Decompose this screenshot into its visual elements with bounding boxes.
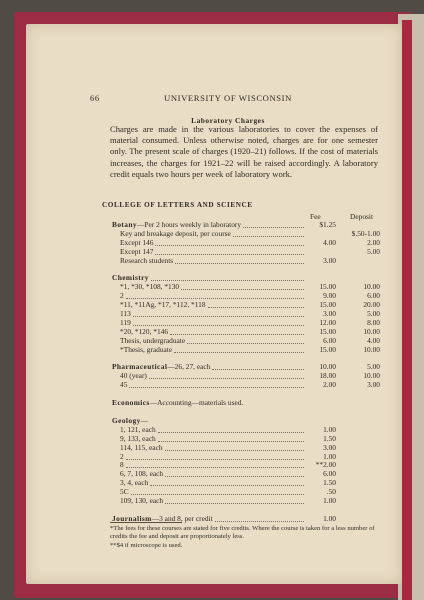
row-spacer xyxy=(112,265,378,274)
dot-leader xyxy=(215,515,304,522)
dot-leader xyxy=(155,239,304,246)
fee-column-header: Fee xyxy=(310,212,321,221)
course-label: 3, 4, each xyxy=(120,478,149,488)
dot-leader xyxy=(126,461,304,468)
dot-leader xyxy=(158,426,304,433)
back-cover-edge xyxy=(402,20,412,600)
dot-leader xyxy=(151,274,304,281)
course-label: 2 xyxy=(120,291,124,301)
department-label xyxy=(112,399,243,408)
charge-row xyxy=(112,470,378,479)
charge-group-row xyxy=(112,363,378,372)
course-label: Thesis, undergraduate xyxy=(120,335,186,345)
course-label: *1, *30, *108, *130 xyxy=(120,282,180,292)
fee-value: .50 xyxy=(326,487,336,497)
college-heading: COLLEGE OF LETTERS AND SCIENCE xyxy=(102,201,253,209)
course-label: Key and breakage deposit, per course xyxy=(120,228,231,238)
department-description: —Accounting—materials used. xyxy=(149,398,244,408)
dot-leader xyxy=(150,479,304,486)
fee-value: 1.50 xyxy=(323,478,336,488)
course-label: Except 146 xyxy=(120,237,154,247)
deposit-value: 5.00 xyxy=(367,309,380,319)
dot-leader xyxy=(149,372,304,379)
fee-value: 15.00 xyxy=(319,300,336,310)
department-name: Geology xyxy=(112,416,141,426)
dot-leader xyxy=(212,363,304,370)
deposit-value: 20.00 xyxy=(363,300,380,310)
footnote-1: *The fees for these courses are stated for five credits. Where the course is taken for a less number of credits the fee and deposit are proportionately less. xyxy=(110,525,375,540)
charge-row xyxy=(112,283,378,292)
fee-value: 10.00 xyxy=(319,362,336,372)
course-label: 8 xyxy=(120,460,124,470)
dot-leader xyxy=(158,435,304,442)
fee-value: 1.00 xyxy=(323,513,336,523)
deposit-value: $.50-1.00 xyxy=(351,228,380,238)
charge-row xyxy=(112,310,378,319)
department-description: —26, 27, each xyxy=(167,362,211,372)
department-description: —Per 2 hours weekly in laboratory xyxy=(137,220,242,229)
charge-row xyxy=(112,453,378,462)
dot-leader xyxy=(233,230,304,237)
deposit-value: 5.00 xyxy=(367,362,380,372)
fee-value: 6.00 xyxy=(323,335,336,345)
fee-value: 3.00 xyxy=(323,442,336,452)
dot-leader xyxy=(170,328,304,335)
department-name: Chemistry xyxy=(112,273,149,283)
footnote-rule xyxy=(110,522,182,523)
deposit-column-header: Deposit xyxy=(350,212,373,221)
deposit-value: 10.00 xyxy=(363,282,380,292)
course-label: Research students xyxy=(120,255,174,265)
fee-value: 15.00 xyxy=(319,326,336,336)
fee-value: 15.00 xyxy=(319,344,336,354)
course-label: 1, 121, each xyxy=(120,424,156,434)
dot-leader xyxy=(133,319,304,326)
charge-row xyxy=(112,372,378,381)
fee-value: 1.00 xyxy=(323,496,336,506)
dot-leader xyxy=(175,257,304,264)
footnotes xyxy=(110,525,378,550)
fee-value: 1.00 xyxy=(323,424,336,434)
department-name: Journalism xyxy=(112,513,152,523)
department-name: Economics xyxy=(112,398,150,408)
section-title: Laboratory Charges xyxy=(191,116,265,125)
deposit-value: 4.00 xyxy=(367,335,380,345)
deposit-value: 5.00 xyxy=(367,246,380,256)
department-description: —3 and 8, per credit xyxy=(151,513,213,523)
course-label: Except 147 xyxy=(120,246,154,256)
running-title: UNIVERSITY OF WISCONSIN xyxy=(164,93,292,103)
charge-row xyxy=(112,257,378,266)
course-label: 45 xyxy=(120,380,128,390)
fee-value: **2.00 xyxy=(315,460,336,470)
dot-leader xyxy=(165,444,304,451)
department-name: Botany xyxy=(112,220,137,229)
dot-leader xyxy=(165,497,304,504)
fee-value: 18.00 xyxy=(319,371,336,381)
dot-leader xyxy=(165,470,304,477)
course-label: 9, 133, each xyxy=(120,433,156,443)
fee-value: 2.00 xyxy=(323,380,336,390)
fee-value: 4.00 xyxy=(323,237,336,247)
intro-paragraph: Charges are made in the various laboratories to cover the expenses of material consumed. Unless otherwise noted, charges are for one semester only. The present scale of charges (1920–21) follows. If the cost of materials increases, the charges for 1921–22 will be raised accordingly. A laboratory credit equals two hours per week of laboratory work. xyxy=(110,124,378,179)
deposit-value: 10.00 xyxy=(363,326,380,336)
row-spacer xyxy=(112,408,378,417)
charge-row xyxy=(112,497,378,506)
course-label: *11, *11Ag, *17, *112, *118 xyxy=(120,300,206,310)
department-description: — xyxy=(140,416,149,426)
course-label: *Thesis, graduate xyxy=(120,344,173,354)
course-label: 2 xyxy=(120,451,124,461)
deposit-value: 10.00 xyxy=(363,371,380,381)
course-label: *20, *120, *146 xyxy=(120,326,169,336)
fee-value: 12.00 xyxy=(319,317,336,327)
fee-value: 3.00 xyxy=(323,309,336,319)
dot-leader xyxy=(174,346,304,353)
charge-row xyxy=(112,381,378,390)
dot-leader xyxy=(126,453,304,460)
fee-value: 9.00 xyxy=(323,291,336,301)
dot-leader xyxy=(208,301,304,308)
book-page xyxy=(26,24,402,584)
footnote-2: **$4 if microscope is used. xyxy=(110,542,183,550)
fee-value: 1.00 xyxy=(323,451,336,461)
dot-leader xyxy=(129,381,304,388)
deposit-value: 10.00 xyxy=(363,344,380,354)
charge-row xyxy=(112,479,378,488)
fee-value: 3.00 xyxy=(323,255,336,265)
course-label: 6, 7, 108, each xyxy=(120,469,164,479)
dot-leader xyxy=(187,337,304,344)
course-label: 109, 130, each xyxy=(120,496,164,506)
course-label: 113 xyxy=(120,309,131,319)
page-number: 66 xyxy=(90,93,100,103)
charges-table xyxy=(112,221,378,524)
fee-value: 6.00 xyxy=(323,469,336,479)
department-name: Pharmaceutical xyxy=(112,362,168,372)
deposit-value: 6.00 xyxy=(367,291,380,301)
course-label: 114, 115, each xyxy=(120,442,163,452)
charge-row xyxy=(112,346,378,355)
fee-value: $1.25 xyxy=(319,220,336,229)
fee-value: 1.50 xyxy=(323,433,336,443)
deposit-value: 3.00 xyxy=(367,380,380,390)
dot-leader xyxy=(126,292,304,299)
fee-value: 15.00 xyxy=(319,282,336,292)
dot-leader xyxy=(181,283,304,290)
course-label: 40 (year) xyxy=(120,371,147,381)
charge-row xyxy=(112,444,378,453)
course-label: 119 xyxy=(120,317,131,327)
dot-leader xyxy=(243,221,304,228)
course-label: 5C xyxy=(120,487,129,497)
deposit-value: 8.00 xyxy=(367,317,380,327)
dot-leader xyxy=(133,310,304,317)
dot-leader xyxy=(131,488,304,495)
charge-group-row xyxy=(112,399,378,408)
deposit-value: 2.00 xyxy=(367,237,380,247)
dot-leader xyxy=(155,248,304,255)
charge-row xyxy=(112,301,378,310)
